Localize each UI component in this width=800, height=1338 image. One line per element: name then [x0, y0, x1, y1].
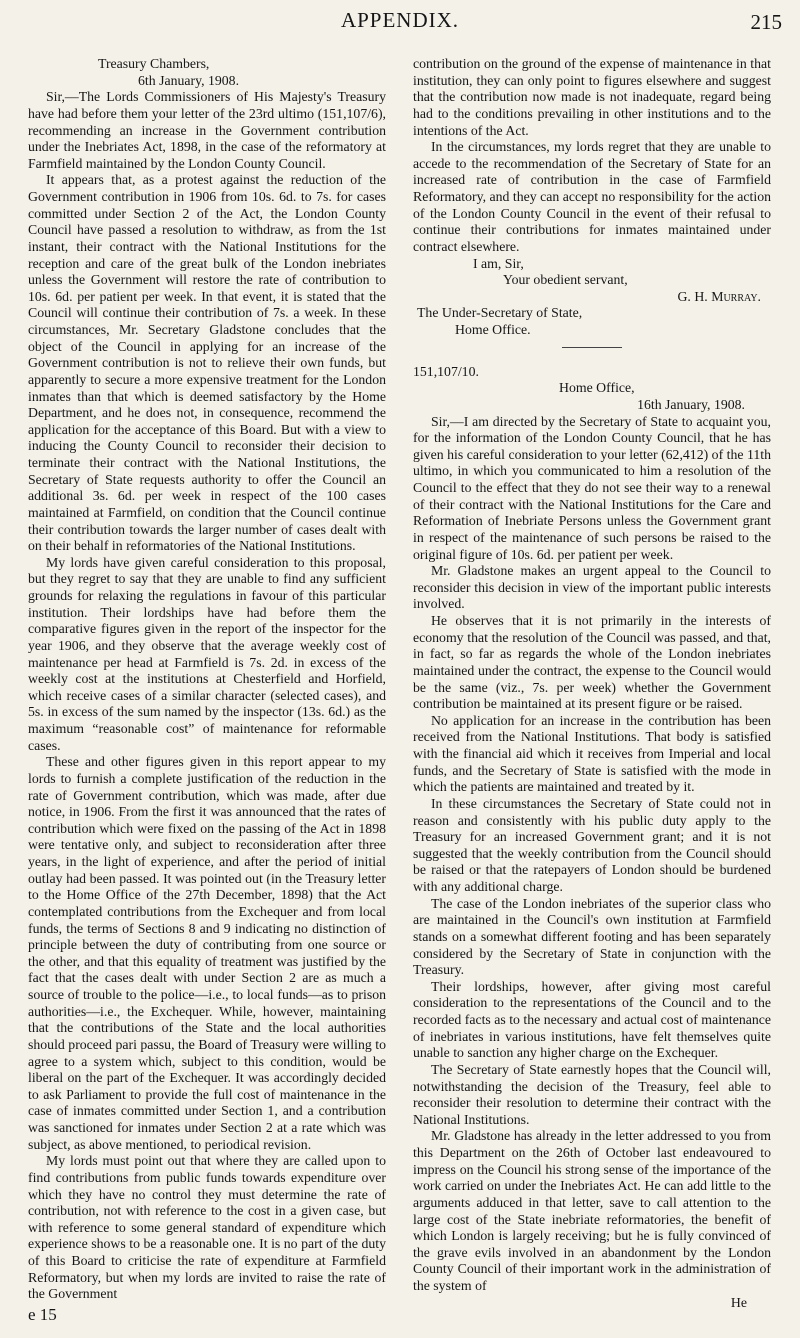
- catchword: He: [730, 1294, 747, 1310]
- letter-date-line: 6th January, 1908.: [138, 72, 240, 88]
- body-paragraph: In the circumstances, my lords regret that they are unable to accede to the recommendation of the Secretary of State for an increased rate of contribution in the case of Farmfield Reformatory, and they can accept no responsibility for the action of the London County Council in the event of their refusal to continue their contributions for inmates maintained under contract elsewhere.: [413, 139, 771, 254]
- body-paragraph: My lords have given careful consideration to this proposal, but they regret to say that they are unable to find any sufficient grounds for relaxing the regulations in favour of this particular institution. Their lordships have had before them the comparative figures given in the report of the inspector for the year 1906, and they observe that the average weekly cost of maintenance per head at Farmfield is 7s. 2d. in excess of the weekly cost at the institutions at Chesterfield and Horfield, which receive cases of a similar character (selected cases), and 5s. in excess of the sum named by the inspector (13s. 6d.) as the maximum “reasonable cost” of maintenance for reformable cases.: [28, 554, 386, 753]
- addressee-line: Home Office.: [455, 322, 531, 337]
- body-paragraph: Their lordships, however, after giving most careful consideration to the representations of the Council and to the recorded facts as to the necessary and actual cost of maintenance of inebriates in various institutions, have felt themselves quite unable to sanction any higher charge on the Exchequer.: [413, 978, 771, 1061]
- addressee-line: The Under-Secretary of State,: [417, 305, 583, 321]
- page-number: 215: [750, 10, 782, 34]
- letter-address-line: Home Office,: [559, 380, 635, 396]
- continued-paragraph: contribution on the ground of the expense of maintenance in that institution, they can only point to figures elsewhere and suggest that the contribution now made is not inadequate, regard being had to the conditions prevailing in other institutions and to the intentions of the Act.: [413, 56, 771, 138]
- left-column: [28, 56, 386, 1324]
- body-paragraph: In these circumstances the Secretary of State could not in reason and consistently with his public duty apply to the Treasury for an increased Government grant; and it is not suggested that the weekly contribution from the Council should be raised or that the ratepayers of London should be burdened with any additional charge.: [413, 795, 771, 894]
- body-paragraph: The case of the London inebriates of the superior class who are maintained in the Council's own institution at Farmfield stands on a somewhat different footing and has been separately considered by the Secretary of State in conjunction with the Treasury.: [413, 895, 771, 978]
- file-reference: 151,107/10.: [413, 363, 479, 379]
- body-paragraph: Sir,—The Lords Commissioners of His Majesty's Treasury have had before them your letter of the 23rd ultimo (151,107/6), recommending an increase in the Government contribution under the Inebriates Act, 1898, in the case of the reformatory at Farmfield maintained by the London County Council.: [28, 89, 386, 171]
- letter-address-line: Treasury Chambers,: [98, 56, 210, 71]
- body-paragraph: It appears that, as a protest against the reduction of the Government contribution in 1906 from 10s. 6d. to 7s. for cases committed under Section 2 of the Act, the London County Council have passed a resolution to withdraw, as from the 1st instant, their contract with the National Institutions for the reception and care of the great bulk of the London inebriates unless the Government will restore the rate of contribution to 10s. 6d. per patient per week. In that event, it is stated that the Council will continue their contribution of 7s. a week. In these circumstances, Mr. Secretary Gladstone concludes that the object of the Council in applying for an increase of the Government contribution is not to relieve their own funds, but apparently to secure a more expensive treatment for the London inmates than that which is deemed satisfactory by the Home Department, and he does not, in consequence, recommend the application for the acceptance of this Board. But with a view to inducing the County Council to reconsider their decision to terminate their contract with the National Institutions, the Secretary of State requests authority to offer the Council an additional 3s. 6d. per week in respect of the 100 cases maintained at Farmfield, on condition that the Council continue their contribution towards the larger number of cases dealt with on their behalf in reformatories of the National Institutions.: [28, 172, 386, 554]
- letter-date-line: 16th January, 1908.: [637, 396, 745, 412]
- signature-mark: e 15: [28, 1304, 57, 1324]
- body-paragraph: No application for an increase in the contribution has been received from the National Institutions. That body is satisfied with the financial aid which it receives from Imperial and local funds, and the Secretary of State is satisfied with the mode in which the patients are maintained and treated by it.: [413, 712, 771, 795]
- letter-closing: Your obedient servant,: [503, 272, 628, 288]
- body-paragraph: He observes that it is not primarily in the interests of economy that the resolution of the Council was passed, and that, in fact, so far as regards the whole of the London inebriates maintained under the contract, the expense to the Council would be the same (viz., 7s. per week) whether the Government contribution be maintained at its present figure or be raised.: [413, 613, 771, 712]
- body-paragraph: Sir,—I am directed by the Secretary of State to acquaint you, for the information of the London County Council, that he has given his careful consideration to your letter (62,412) of the 11th ultimo, in which you communicated to him a resolution of the Council to the effect that they do not see their way to a renewal of their contract with the National Institutions for the Care and Reformation of Inebriate Persons unless the Government grant in respect of the maintenance of such persons be raised to the original figure of 10s. 6d. per patient per week.: [413, 413, 771, 562]
- section-divider: [562, 347, 622, 348]
- body-paragraph: Mr. Gladstone has already in the letter addressed to you from this Department on the 26th of October last endeavoured to impress on the Council his strong sense of the importance of the work carried on under the Inebriates Act. He can add little to the arguments adduced in that letter, save to call attention to the large cost of the State inebriate reformatories, the benefit of which London is largely receiving; but he is fully convinced of the grave evils involved in an abandonment by the London County Council of their important work in the administration of the system of: [413, 1128, 771, 1293]
- letter-signature: G. H. Murray.: [677, 288, 761, 304]
- running-head-title: APPENDIX.: [340, 8, 460, 32]
- body-paragraph: The Secretary of State earnestly hopes that the Council will, notwithstanding the decision of the Treasury, feel able to reconsider their resolution to determine their contract with the National Institutions.: [413, 1061, 771, 1127]
- body-paragraph: Mr. Gladstone makes an urgent appeal to the Council to reconsider this decision in view of the important public interests involved.: [413, 563, 771, 612]
- running-head: [0, 8, 800, 38]
- right-column: [413, 56, 771, 1311]
- body-paragraph: These and other figures given in this report appear to my lords to furnish a complete justification of the reduction in the rate of Government contribution, which was made, after due notice, in 1906. From the first it was announced that the rates of contribution which were fixed on the passing of the Act in 1898 were tentative only, and subject to reconsideration after three years, in the light of experience, and after the period of initial outlay had been passed. It was pointed out (in the Treasury letter to the Home Office of the 27th December, 1898) that the Act contemplated contributions from the Exchequer and from local funds, the terms of Sections 8 and 9 indicating no distinction of principle between the duty of contributing from one source or the other, and that this equality of treatment was justified by the fact that the cases dealt with under Section 2 are as much a source of trouble to the police—i.e., to local funds—as to prison authorities—i.e., the Exchequer. While, however, maintaining that the contributions of the State and the local authorities should proceed pari passu, the Board of Treasury were willing to agree to a system which, subject to this condition, would be liberal on the part of the Exchequer. It was accordingly decided to ask Parliament to provide the full cost of maintenance in the case of inmates committed under Section 1, and a contribution was sanctioned for inmates under Section 2 at a rate which was subject, as above mentioned, to periodical revision.: [28, 754, 386, 1152]
- body-paragraph: My lords must point out that where they are called upon to find contributions from public funds towards expenditure over which they have no control they must determine the rate of contribution, not with reference to the cost in a given case, but with reference to some general standard of expenditure which experience shows to be a reasonable one. It is no part of the duty of this Board to criticise the rate of expenditure at Farmfield Reformatory, but when my lords are invited to raise the rate of the Government: [28, 1153, 386, 1302]
- letter-closing: I am, Sir,: [473, 255, 524, 271]
